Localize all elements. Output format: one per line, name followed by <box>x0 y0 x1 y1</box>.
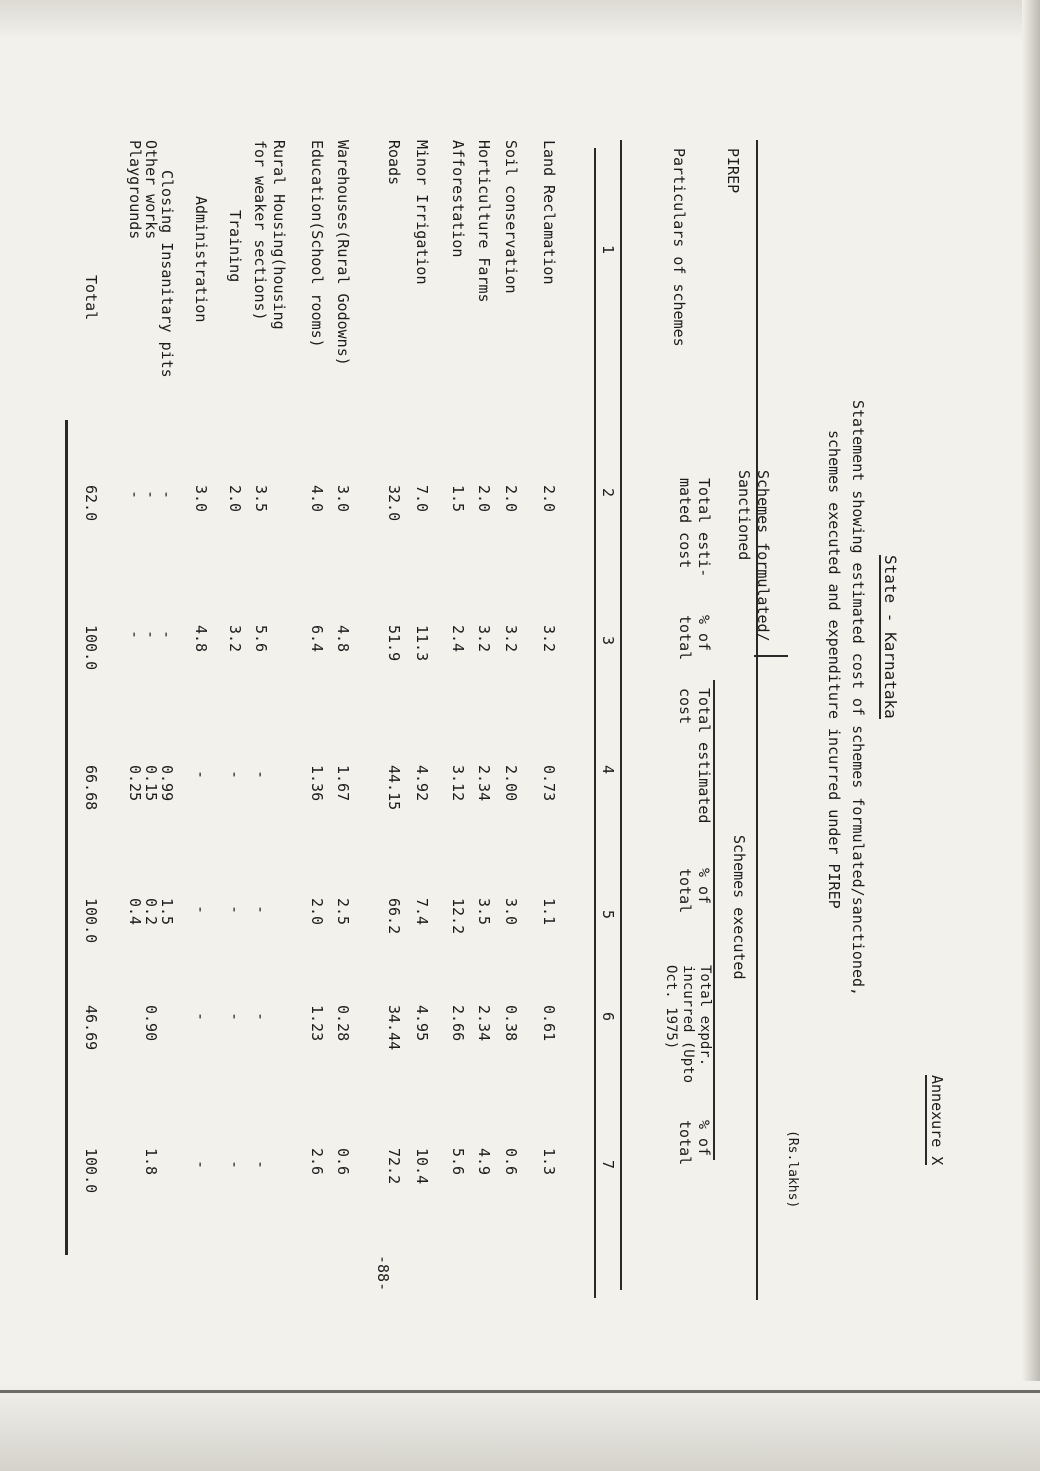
executed-group-rule <box>713 680 715 1160</box>
program-header: PIREP <box>724 148 742 194</box>
row-c2: - <box>142 490 160 500</box>
row-name: Roads <box>385 140 403 186</box>
row-c4: - <box>252 770 270 780</box>
row-c7: 1.3 <box>540 1148 558 1176</box>
row-c7: 4.9 <box>475 1148 493 1176</box>
row-c7: 5.6 <box>449 1148 467 1176</box>
row-name: Playgrounds <box>126 140 144 240</box>
row-name: Closing Insanitary pits <box>158 170 176 378</box>
row-c3: 4.8 <box>334 625 352 653</box>
row-c7: - <box>226 1160 244 1170</box>
row-c3: 5.6 <box>252 625 270 653</box>
row-c2: 2.0 <box>502 485 520 513</box>
row-c6: 0.28 <box>334 1005 352 1042</box>
col-number: 1 <box>599 245 617 255</box>
title-line-2: schemes executed and expenditure incurred under PIREP <box>825 430 843 909</box>
row-c5: 3.5 <box>475 898 493 926</box>
row-c5: 1.5 <box>158 898 176 926</box>
row-c3: 2.4 <box>449 625 467 653</box>
total-label: Total <box>82 275 100 321</box>
row-c3: 3.2 <box>502 625 520 653</box>
row-c6: 0.38 <box>502 1005 520 1042</box>
row-c3: - <box>142 630 160 640</box>
row-c4: 2.34 <box>475 765 493 802</box>
row-c4: 0.25 <box>126 765 144 802</box>
row-c4: 1.36 <box>308 765 326 802</box>
row-c5: 66.2 <box>385 898 403 935</box>
total-c6: 46.69 <box>82 1005 100 1051</box>
row-c6: 4.95 <box>413 1005 431 1042</box>
row-c3: 4.8 <box>192 625 210 653</box>
total-c5: 100.0 <box>82 898 100 944</box>
total-c7: 100.0 <box>82 1148 100 1194</box>
row-c5: 1.1 <box>540 898 558 926</box>
row-name: Afforestation <box>449 140 467 258</box>
annexure-label: Annexure X <box>925 1075 946 1165</box>
col4-header: Total estimated cost <box>676 688 713 824</box>
row-name: Rural Housing(housing for weaker sections) <box>251 140 288 330</box>
row-c4: 3.12 <box>449 765 467 802</box>
row-name: Horticulture Farms <box>475 140 493 303</box>
row-c7: 2.6 <box>308 1148 326 1176</box>
total-c2: 62.0 <box>82 485 100 522</box>
row-c5: - <box>252 905 270 915</box>
row-c6: 0.61 <box>540 1005 558 1042</box>
row-c2: 3.0 <box>192 485 210 513</box>
row-c5: 2.0 <box>308 898 326 926</box>
row-c6: 34.44 <box>385 1005 403 1051</box>
row-c7: 0.6 <box>502 1148 520 1176</box>
row-c5: 7.4 <box>413 898 431 926</box>
row-c7: - <box>252 1160 270 1170</box>
row-name: Minor Irrigation <box>413 140 431 285</box>
row-c5: - <box>226 905 244 915</box>
row-c3: 3.2 <box>540 625 558 653</box>
row-c4: 2.00 <box>502 765 520 802</box>
row-c4: 1.67 <box>334 765 352 802</box>
col3-header: % of total <box>676 615 713 661</box>
row-c5: 2.5 <box>334 898 352 926</box>
row-c6: 2.34 <box>475 1005 493 1042</box>
col5-header: % of total <box>676 868 713 914</box>
row-c6: 0.90 <box>142 1005 160 1042</box>
row-c2: 3.0 <box>334 485 352 513</box>
row-c6: - <box>226 1012 244 1022</box>
group-divider <box>754 655 788 657</box>
row-c3: - <box>158 630 176 640</box>
column-number-rule <box>594 148 596 1298</box>
row-c3: 6.4 <box>308 625 326 653</box>
row-c7: - <box>192 1160 210 1170</box>
row-c4: 0.73 <box>540 765 558 802</box>
row-c2: 1.5 <box>449 485 467 513</box>
row-c6: - <box>252 1012 270 1022</box>
row-c4: 0.15 <box>142 765 160 802</box>
units-label: (Rs.lakhs) <box>785 1130 800 1209</box>
col-number: 7 <box>599 1160 617 1170</box>
header-bottom-rule <box>620 140 622 1290</box>
row-c2: 32.0 <box>385 485 403 522</box>
col7-header: % of total <box>676 1120 713 1166</box>
row-name: Education(School rooms) <box>308 140 326 348</box>
row-c5: 12.2 <box>449 898 467 935</box>
row-c2: 2.0 <box>540 485 558 513</box>
table-top-rule <box>756 140 758 1300</box>
row-c3: 51.9 <box>385 625 403 662</box>
row-name: Other works <box>142 140 160 240</box>
row-c4: 4.92 <box>413 765 431 802</box>
total-c4: 66.68 <box>82 765 100 811</box>
row-c7: 72.2 <box>385 1148 403 1185</box>
col-number: 6 <box>599 1012 617 1022</box>
row-name: Land Reclamation <box>540 140 558 285</box>
row-c7: 0.6 <box>334 1148 352 1176</box>
row-c2: 3.5 <box>252 485 270 513</box>
row-c5: 0.2 <box>142 898 160 926</box>
row-c2: - <box>158 490 176 500</box>
row-c2: - <box>126 490 144 500</box>
row-c6: 2.66 <box>449 1005 467 1042</box>
row-c4: 0.99 <box>158 765 176 802</box>
title-line-1: Statement showing estimated cost of schemes formulated/sanctioned, <box>849 400 867 997</box>
row-name: Administration <box>192 196 210 323</box>
col2-header: Total esti- mated cost <box>676 478 713 578</box>
row-c2: 7.0 <box>413 485 431 513</box>
row-c3: - <box>126 630 144 640</box>
particulars-header: Particulars of schemes <box>670 148 688 347</box>
row-c3: 3.2 <box>475 625 493 653</box>
row-name: Soil conservation <box>502 140 520 294</box>
col-number: 5 <box>599 910 617 920</box>
row-c2: 2.0 <box>475 485 493 513</box>
total-c3: 100.0 <box>82 625 100 671</box>
group-sanctioned-header: Schemes formulated/ Sanctioned <box>735 470 772 642</box>
state-title: State - Karnataka <box>881 555 900 719</box>
row-c6: 1.23 <box>308 1005 326 1042</box>
row-c4: 44.15 <box>385 765 403 811</box>
row-c5: 3.0 <box>502 898 520 926</box>
row-c3: 3.2 <box>226 625 244 653</box>
row-name: Warehouses(Rural Godowns) <box>334 140 352 366</box>
row-c5: 0.4 <box>126 898 144 926</box>
col-number: 2 <box>599 488 617 498</box>
page-number: -88- <box>374 1255 392 1292</box>
row-c7: 10.4 <box>413 1148 431 1185</box>
group-executed-header: Schemes executed <box>730 835 748 980</box>
col-number: 4 <box>599 765 617 775</box>
total-top-rule <box>65 420 68 1255</box>
row-c3: 11.3 <box>413 625 431 662</box>
col-number: 3 <box>599 636 617 646</box>
row-c2: 2.0 <box>226 485 244 513</box>
row-c2: 4.0 <box>308 485 326 513</box>
row-c7: 1.8 <box>142 1148 160 1176</box>
row-c4: - <box>226 770 244 780</box>
row-c5: - <box>192 905 210 915</box>
row-name: Training <box>226 210 244 283</box>
row-c6: - <box>192 1012 210 1022</box>
col6-header: Total expdr. incurred (Upto Oct. 1975) <box>663 965 713 1084</box>
row-c4: - <box>192 770 210 780</box>
